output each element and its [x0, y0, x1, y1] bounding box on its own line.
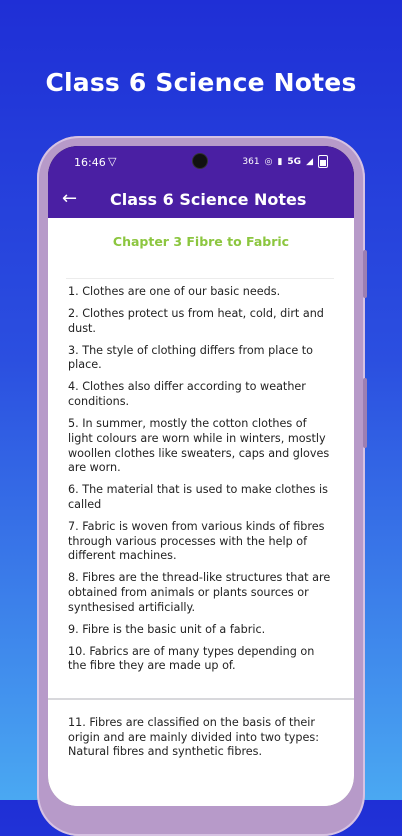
notes-card	[66, 278, 334, 699]
battery-icon	[318, 155, 328, 168]
note-item: 4. Clothes also differ according to weather conditions.	[68, 380, 306, 409]
note-item: 6. The material that is used to make clothes is called	[68, 483, 328, 511]
notes-content[interactable]	[48, 218, 354, 806]
signal-strength-icon: ◢	[306, 156, 313, 167]
hotspot-icon: ◎	[264, 156, 273, 167]
volume-button	[363, 250, 367, 298]
status-icons	[242, 155, 328, 168]
chapter-title: Chapter 3 Fibre to Fabric	[112, 234, 290, 249]
note-item: 3. The style of clothing differs from place to place.	[68, 343, 314, 372]
signal-icon: ▮	[277, 156, 283, 167]
note-item: 11. Fibres are classified on the basis of their origin and are mainly divided into two types: Natural fibres and synthetic fibres.	[68, 716, 319, 759]
note-item: 5. In summer, mostly the cotton clothes of light colours are worn while in winters, mostly woollen clothes like sweaters, caps and gloves are worn.	[68, 417, 330, 475]
power-button	[363, 378, 367, 448]
back-arrow-icon[interactable]: ←	[62, 188, 78, 209]
note-item: 7. Fabric is woven from various kinds of fibres through various processes with the help of different machines.	[68, 519, 325, 563]
note-item: 2. Clothes protect us from heat, cold, dirt and dust.	[68, 307, 324, 335]
shield-icon: ▽	[108, 155, 117, 168]
notes-list	[68, 285, 334, 681]
note-item: 10. Fabrics are of many types depending on the fibre they are made up of.	[68, 644, 315, 673]
status-time: 16:46	[74, 156, 106, 169]
section-divider	[48, 698, 354, 700]
phone-screen	[48, 146, 354, 806]
promo-title: Class 6 Science Notes	[45, 68, 357, 97]
app-bar	[48, 180, 354, 218]
network-type: 5G	[287, 156, 302, 167]
app-bar-title: Class 6 Science Notes	[110, 190, 307, 209]
status-bar	[48, 146, 354, 180]
note-item: 8. Fibres are the thread-like structures that are obtained from animals or plants sources or synthesised artificially.	[68, 571, 331, 614]
note-item: 1. Clothes are one of our basic needs.	[68, 285, 281, 298]
scroll-fade	[48, 766, 354, 806]
data-speed: 361	[242, 156, 260, 167]
notes-card-next	[68, 716, 334, 767]
note-item: 9. Fibre is the basic unit of a fabric.	[68, 622, 266, 636]
front-camera	[193, 154, 207, 168]
